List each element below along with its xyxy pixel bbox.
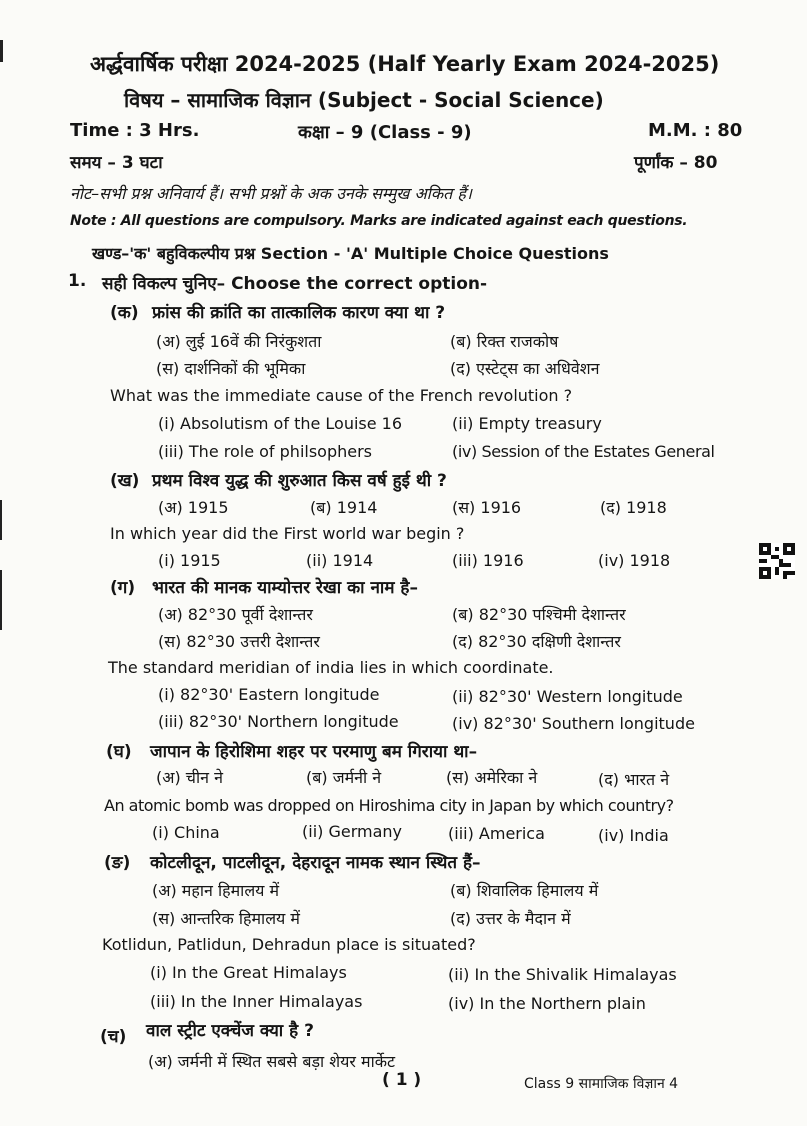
class-label: कक्षा – 9 (Class - 9) [298, 122, 472, 143]
option-en: (i) 1915 [158, 551, 221, 570]
option-en: (ii) Empty treasury [452, 414, 602, 433]
option-hi: (अ) 1915 [158, 498, 229, 517]
max-marks-hi: पूर्णांक – 80 [634, 153, 718, 173]
option-hi: (ब) रिक्त राजकोष [450, 332, 559, 351]
option-en: (iii) The role of philsophers [158, 442, 373, 461]
time-en: Time : 3 Hrs. [70, 120, 200, 141]
option-hi: (अ) लुई 16वें की निरंकुशता [156, 332, 322, 351]
item-question-en: An atomic bomb was dropped on Hiroshima city in Japan by which country? [104, 796, 674, 815]
qr-code-icon [759, 543, 795, 579]
option-hi: (ब) शिवालिक हिमालय में [450, 881, 599, 900]
question-instruction: सही विकल्प चुनिए– Choose the correct option- [102, 274, 488, 294]
option-hi: (अ) महान हिमालय में [152, 881, 280, 900]
option-en: (i) 82°30' Eastern longitude [158, 685, 380, 704]
scan-edge-mark [0, 40, 3, 62]
option-hi: (ब) जर्मनी ने [306, 768, 382, 787]
item-question-hi: भारत की मानक याम्योत्तर रेखा का नाम है– [152, 578, 418, 598]
option-en: (iii) 1916 [452, 551, 524, 570]
item-question-en: What was the immediate cause of the French revolution ? [110, 386, 573, 405]
option-en: (iii) 82°30' Northern longitude [158, 712, 399, 731]
option-hi: (द) उत्तर के मैदान में [450, 909, 571, 928]
item-question-en: The standard meridian of india lies in which coordinate. [108, 658, 554, 677]
item-question-hi: प्रथम विश्व युद्ध की शुरुआत किस वर्ष हुई थी ? [152, 471, 447, 491]
section-heading: खण्ड–'क' बहुविकल्पीय प्रश्न Section - 'A' Multiple Choice Questions [92, 244, 609, 263]
option-hi: (द) एस्टेट्स का अधिवेशन [450, 359, 600, 378]
option-en: (iv) In the Northern plain [448, 994, 646, 1013]
item-label: (घ) [106, 742, 132, 762]
item-question-en: Kotlidun, Patlidun, Dehradun place is situated? [102, 935, 476, 954]
max-marks-en: M.M. : 80 [648, 120, 743, 141]
scan-edge-mark [0, 570, 2, 630]
option-en: (i) Absolutism of the Louise 16 [158, 414, 403, 433]
item-question-en: In which year did the First world war begin ? [110, 524, 465, 543]
option-hi: (स) 1916 [452, 498, 522, 517]
item-question-hi: कोटलीदून, पाटलीदून, देहरादून नामक स्थान स्थित हैं– [150, 853, 481, 873]
item-label: (ङ) [104, 853, 131, 873]
subject-title: विषय – सामाजिक विज्ञान (Subject - Social Science) [124, 88, 604, 112]
option-en: (iii) America [448, 824, 545, 843]
option-hi: (ब) 1914 [310, 498, 378, 517]
option-en: (ii) Germany [302, 822, 402, 841]
option-en: (i) China [152, 823, 220, 842]
exam-title: अर्द्धवार्षिक परीक्षा 2024-2025 (Half Yearly Exam 2024-2025) [90, 52, 720, 76]
option-hi: (अ) चीन ने [156, 768, 223, 787]
option-en: (ii) In the Shivalik Himalayas [448, 965, 677, 984]
note-english: Note : All questions are compulsory. Marks are indicated against each questions. [70, 213, 688, 229]
option-hi: (अ) 82°30 पूर्वी देशान्तर [158, 605, 313, 624]
option-hi: (द) 1918 [600, 498, 667, 517]
option-hi: (स) अमेरिका ने [446, 768, 538, 787]
item-question-hi: वाल स्ट्रीट एक्चेंज क्या है ? [146, 1021, 314, 1041]
item-label: (क) [110, 303, 139, 323]
note-hindi: नोट–सभी प्रश्न अनिवार्य हैं। सभी प्रश्नों के अक उनके सम्मुख अकित हैं। [70, 184, 472, 203]
option-hi: (स) आन्तरिक हिमालय में [152, 909, 300, 928]
option-en: (iv) India [598, 826, 669, 845]
item-question-hi: फ्रांस की क्रांति का तात्कालिक कारण क्या था ? [152, 303, 446, 323]
scan-edge-mark [0, 500, 2, 540]
option-hi: (द) 82°30 दक्षिणी देशान्तर [452, 632, 621, 651]
option-en: (iv) 82°30' Southern longitude [452, 714, 695, 733]
option-en: (i) In the Great Himalays [150, 963, 347, 982]
item-label: (ख) [110, 471, 140, 491]
option-hi: (द) भारत ने [598, 770, 670, 789]
time-hi: समय – 3 घटा [70, 153, 163, 173]
item-label: (ग) [110, 578, 136, 598]
item-question-hi: जापान के हिरोशिमा शहर पर परमाणु बम गिराया था– [150, 742, 478, 762]
option-en: (iii) In the Inner Himalayas [150, 992, 363, 1011]
option-en: (ii) 82°30' Western longitude [452, 687, 683, 706]
option-en: (ii) 1914 [306, 551, 374, 570]
option-en: (iv) 1918 [598, 551, 671, 570]
footer-class-label: Class 9 सामाजिक विज्ञान 4 [524, 1076, 679, 1092]
option-hi: (अ) जर्मनी में स्थित सबसे बड़ा शेयर मार्केट [148, 1052, 396, 1071]
option-hi: (स) 82°30 उत्तरी देशान्तर [158, 632, 320, 651]
page-number: ( 1 ) [382, 1070, 422, 1090]
question-number: 1. [68, 271, 87, 291]
option-hi: (स) दार्शनिकों की भूमिका [156, 359, 306, 378]
option-hi: (ब) 82°30 पश्चिमी देशान्तर [452, 605, 626, 624]
item-label: (च) [100, 1027, 127, 1047]
option-en: (iv) Session of the Estates General [452, 442, 715, 461]
